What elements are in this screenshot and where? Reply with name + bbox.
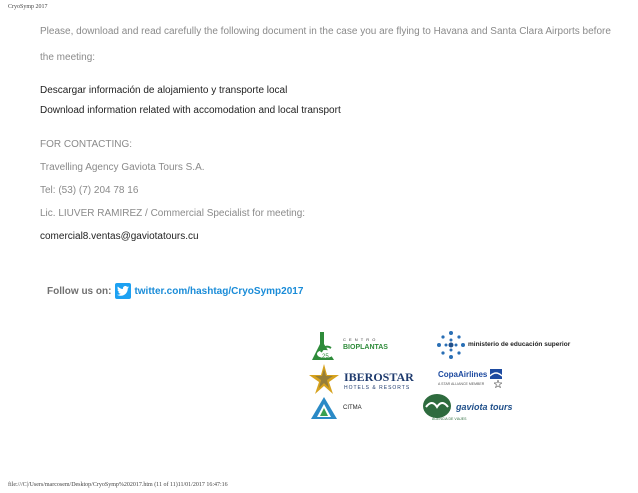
contact-heading: FOR CONTACTING: — [40, 139, 133, 150]
mes-name: ministerio de educación superior — [468, 341, 571, 348]
contact-tel: Tel: (53) (7) 204 78 16 — [40, 185, 139, 196]
star-alliance-icon — [494, 380, 502, 388]
twitter-hashtag-link[interactable]: twitter.com/hashtag/CryoSymp2017 — [134, 285, 304, 297]
download-link-spanish[interactable]: Descargar información de alojamiento y transporte local — [40, 85, 288, 96]
iberostar-sub: HOTELS & RESORTS — [344, 385, 411, 391]
bioplantas-emblem-icon — [310, 330, 342, 364]
intro-line-2: the meeting: — [40, 52, 96, 63]
citma-name: CITMA — [343, 405, 362, 411]
print-header: CryoSymp 2017 — [8, 4, 48, 10]
copa-airlines-logo — [438, 368, 528, 390]
contact-email[interactable]: comercial8.ventas@gaviotatours.cu — [40, 231, 199, 242]
copa-name: CopaAirlines — [438, 370, 488, 379]
contact-person: Lic. LIUVER RAMIREZ / Commercial Specialist for meeting: — [40, 208, 306, 219]
iberostar-star-icon — [308, 363, 340, 395]
bioplantas-logo — [310, 330, 420, 364]
follow-us-row — [47, 282, 303, 300]
svg-text:25: 25 — [322, 354, 329, 360]
mes-logo — [436, 330, 616, 362]
gaviota-bird-icon — [422, 393, 452, 419]
intro-line-1: Please, download and read carefully the following document in the case you are flying to Havana and Santa Clara Airports before — [40, 26, 611, 37]
star-dots-emblem-icon — [436, 330, 466, 360]
gaviota-name: gaviota tours — [456, 402, 513, 412]
gaviota-sub: AGENCIA DE VIAJES — [432, 417, 467, 421]
follow-us-label: Follow us on: — [47, 285, 112, 297]
gaviota-tours-logo — [422, 393, 522, 423]
copa-flag-icon — [490, 369, 502, 379]
copa-sub: A STAR ALLIANCE MEMBER — [438, 382, 485, 386]
bioplantas-name: BIOPLANTAS — [343, 344, 388, 351]
print-footer: file:///C|/Users/marcosem/Desktop/CryoSymp%202017.htm (11 of 11)11/01/2017 16:47:16 — [8, 482, 228, 488]
iberostar-name: IBEROSTAR — [344, 370, 414, 384]
contact-agency: Travelling Agency Gaviota Tours S.A. — [40, 162, 205, 173]
citma-logo — [310, 396, 370, 422]
bioplantas-small-text: C E N T R O — [343, 337, 377, 342]
download-link-english[interactable]: Download information related with accomodation and local transport — [40, 105, 341, 116]
citma-triangle-icon — [310, 396, 338, 420]
iberostar-logo — [308, 363, 428, 395]
twitter-icon[interactable] — [115, 283, 131, 299]
